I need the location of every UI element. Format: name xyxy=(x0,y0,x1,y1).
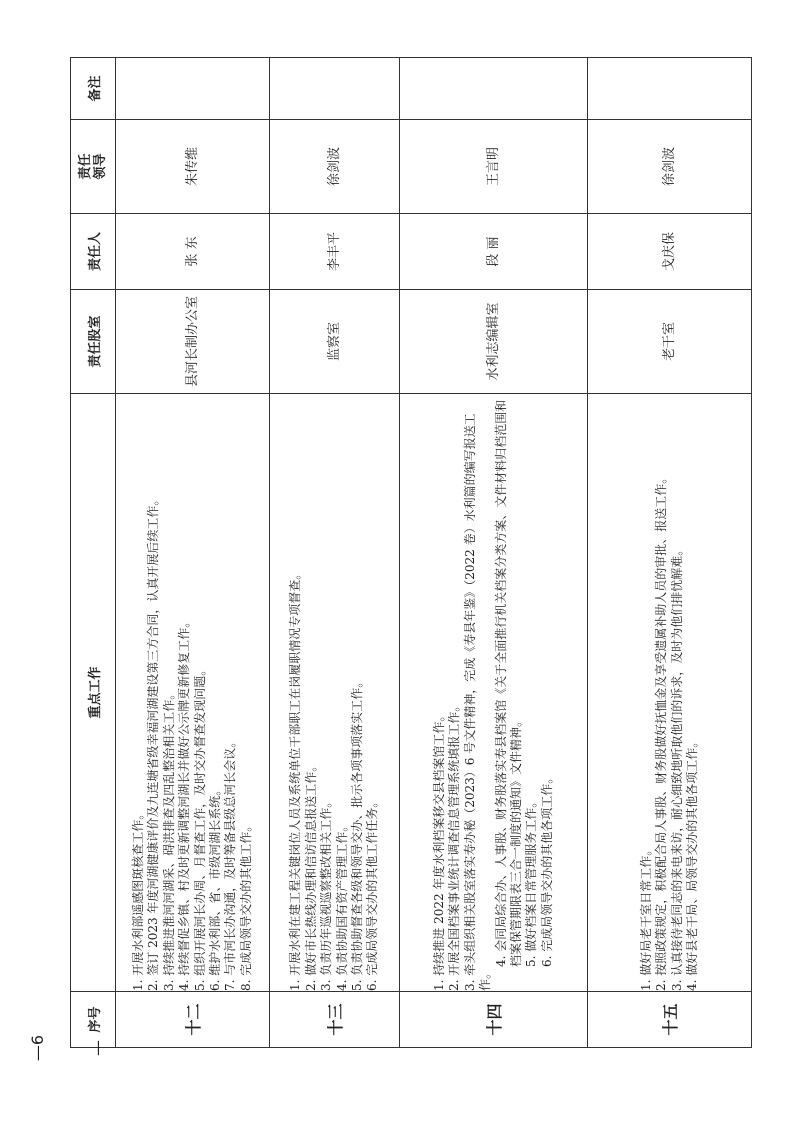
work-item: 1. 做好局老干室日常工作。 xyxy=(638,843,653,991)
header-work: 重点工作 xyxy=(71,394,116,992)
header-leader-line2: 领导 xyxy=(93,153,108,180)
header-leader xyxy=(71,120,116,214)
rotated-table-container xyxy=(70,58,750,1048)
row-note xyxy=(400,58,588,120)
row-work xyxy=(400,394,588,992)
work-item: 5. 组织开展河长办周、月督查工作，及时交办督查发现问题。 xyxy=(192,663,207,991)
row-work xyxy=(270,394,400,992)
work-item: 4. 负责协助国有资产管理工作。 xyxy=(334,819,349,991)
row-work xyxy=(116,394,270,992)
work-item: 6. 完成局领导交办的其他各项工作。 xyxy=(539,771,554,967)
work-item: 2. 按照政策规定，积极配合局人事股、财务股做好抚恤金及享受遗属补助人员的审批、报送工作。 xyxy=(654,471,669,991)
work-item: 3. 认真接待老同志的来电来访，耐心细致地听取他们的诉求，及时为他们排忧解难。 xyxy=(669,543,684,991)
work-item: 2. 开展全国档案事业统计调查信息管理系统填报工作。 xyxy=(447,699,462,991)
row-leader: 徐剑波 xyxy=(588,120,752,214)
header-person: 责任人 xyxy=(71,214,116,290)
header-leader-line1: 责任 xyxy=(78,153,93,180)
work-item: 3. 负责历年巡视巡察整改相关工作。 xyxy=(319,795,334,991)
row-dept: 水利志编辑室 xyxy=(400,290,588,394)
row-leader: 王言明 xyxy=(400,120,588,214)
row-work xyxy=(588,394,752,992)
row-dept: 县河长制办公室 xyxy=(116,290,270,394)
row-person: 戈庆保 xyxy=(588,214,752,290)
work-item: 3. 持续推进淮河河湖采、碍洪排查及四乱整治相关工作。 xyxy=(161,687,176,991)
row-seq: 十五 xyxy=(588,992,752,1048)
row-seq: 十二 xyxy=(116,992,270,1048)
work-item: 6. 维护水利部、省、市级河湖长系统。 xyxy=(207,783,222,991)
row-leader: 徐剑波 xyxy=(270,120,400,214)
work-item: 4. 做好县老干局、局领导交办的其他各项工作。 xyxy=(684,735,699,991)
row-seq: 十四 xyxy=(400,992,588,1048)
row-seq: 十三 xyxy=(270,992,400,1048)
work-item: 3. 牵头组织相关股室落实寿办秘（2023）6 号文件精神，完成《寿县年鉴》（2022 卷）水利篇的编写报送工作。 xyxy=(462,413,493,991)
row-leader: 朱传维 xyxy=(116,120,270,214)
row-note xyxy=(270,58,400,120)
row-dept: 老干室 xyxy=(588,290,752,394)
work-item: 5. 做好档案日常管理服务工作。 xyxy=(524,795,539,967)
work-plan-table xyxy=(70,57,752,1048)
table-row xyxy=(588,58,752,1048)
work-item: 7. 与市河长办沟通，及时筹备县级总河长会议。 xyxy=(223,735,238,991)
work-item: 1. 持续推进 2022 年度水利档案移交县档案馆工作。 xyxy=(431,709,446,991)
work-item: 2. 做好市长热线办理和信访信息报送工作。 xyxy=(303,759,318,991)
work-item: 2. 签订 2023 年度河湖健康评价及九连塘省级幸福河湖建设第三方合同，认真开展后续工作。 xyxy=(146,493,161,991)
page-number: —6— xyxy=(28,1034,107,1062)
header-note: 备注 xyxy=(71,58,116,120)
work-item: 4. 会同局综合办、人事股、财务股落实寿县档案馆《关于全面推行机关档案分类方案、文件材料归档范围和档案保管期限表三合一制度的通知》文件精神。 xyxy=(493,399,523,967)
row-dept: 监察室 xyxy=(270,290,400,394)
table-row xyxy=(400,58,588,1048)
work-item: 6. 完成局领导交办的其他工作任务。 xyxy=(365,795,380,991)
work-item: 1. 开展水利部遥感图斑核查工作。 xyxy=(130,807,145,991)
work-item: 5. 负责协助督查各级和领导交办、批示各项事项落实工作。 xyxy=(349,675,364,991)
row-person: 段 丽 xyxy=(400,214,588,290)
table-header-row xyxy=(71,58,116,1048)
table-row xyxy=(116,58,270,1048)
work-item: 8. 完成局领导交办的其他工作。 xyxy=(238,819,253,991)
row-note xyxy=(588,58,752,120)
header-seq: 序号 xyxy=(71,992,116,1048)
row-person: 张 东 xyxy=(116,214,270,290)
work-item: 1. 开展水利在建工程关键岗位人员及系统单位干部职工在岗履职情况专项督查。 xyxy=(288,567,303,991)
header-dept: 责任股室 xyxy=(71,290,116,394)
row-person: 李丰平 xyxy=(270,214,400,290)
work-item: 4. 持续督促乡镇、村及时更新调整河湖长并做好公示牌更新修复工作。 xyxy=(177,615,192,991)
table-row xyxy=(270,58,400,1048)
row-note xyxy=(116,58,270,120)
